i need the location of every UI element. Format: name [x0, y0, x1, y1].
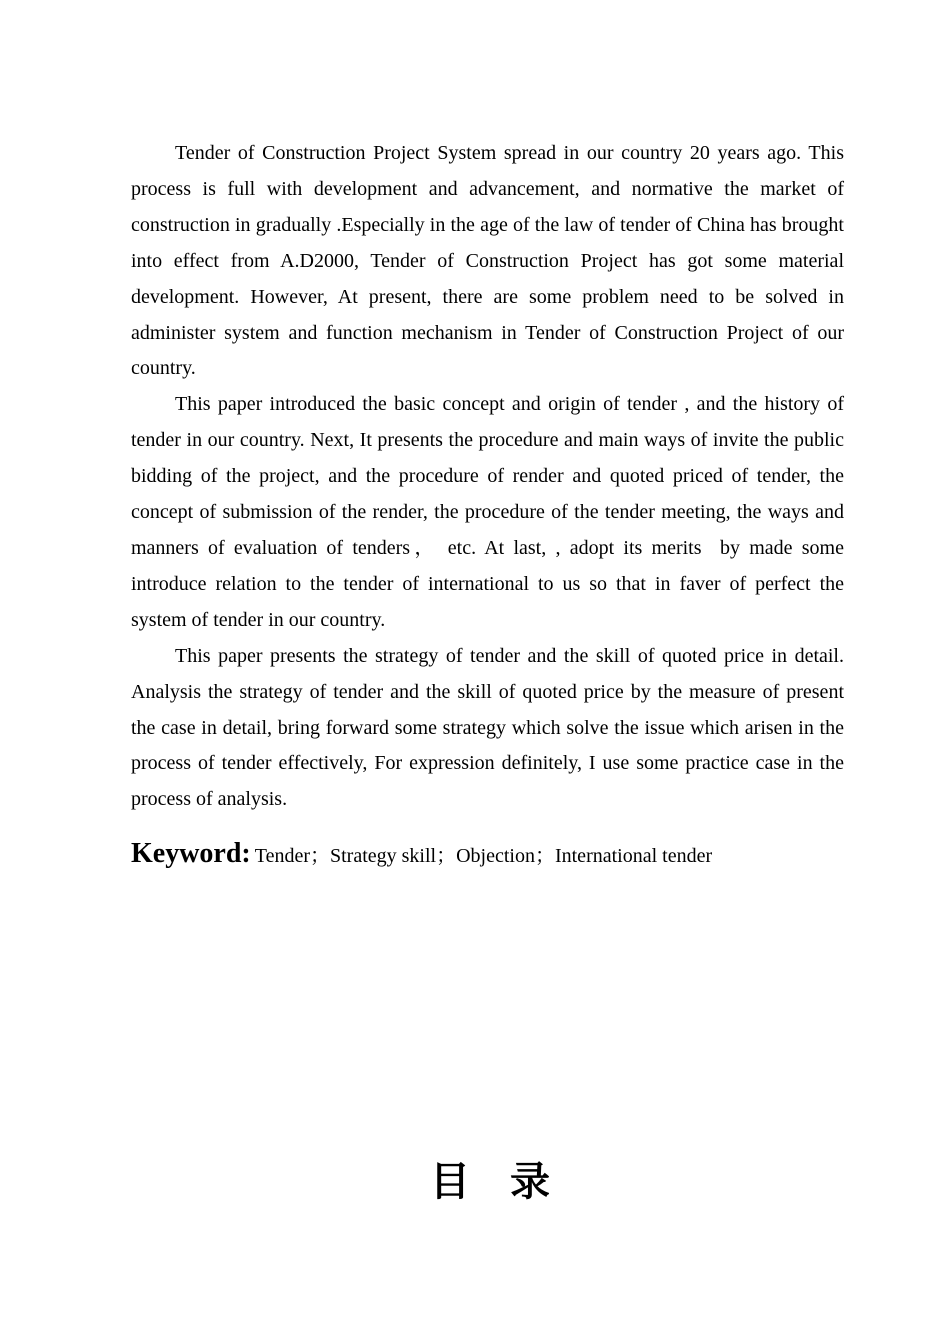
- keyword-list: Tender；Strategy skill；Objection；International tender: [254, 845, 713, 867]
- abstract-paragraph-1: Tender of Construction Project System spread in our country 20 years ago. This process is full with development and advancement, and normative the market of construction in gradually .Especially in the age of the law of tender of China has brought into effect from A.D2000, Tender of Construction Project has got some material development. However, At present, there are some problem need to be solved in administer system and function mechanism in Tender of Construction Project of our country.: [131, 142, 849, 380]
- abstract-paragraph-3: This paper presents the strategy of tender and the skill of quoted price in detail. Analysis the strategy of tender and the skill of quoted price by the measure of present the case in detail, bring forward some strategy which solve the issue which arisen in the process of tender effectively, For expression definitely, I use some practice case in the process of analysis.: [131, 644, 849, 811]
- table-of-contents-title: 目 录: [430, 1159, 550, 1205]
- english-abstract: [131, 136, 849, 818]
- keyword-line: [131, 838, 844, 870]
- abstract-paragraph-2: This paper introduced the basic concept and origin of tender , and the history of tender in our country. Next, It presents the procedure and main ways of invite the public bidding of the project, and the procedure of render and quoted priced of tender, the concept of submission of the render, the procedure of the tender meeting, the ways and manners of evaluation of tenders， etc. At last, , adopt its merits by made some introduce relation to the tender of international to us so that in faver of perfect the system of tender in our country.: [131, 393, 849, 631]
- keyword-label: Keyword:: [131, 838, 251, 869]
